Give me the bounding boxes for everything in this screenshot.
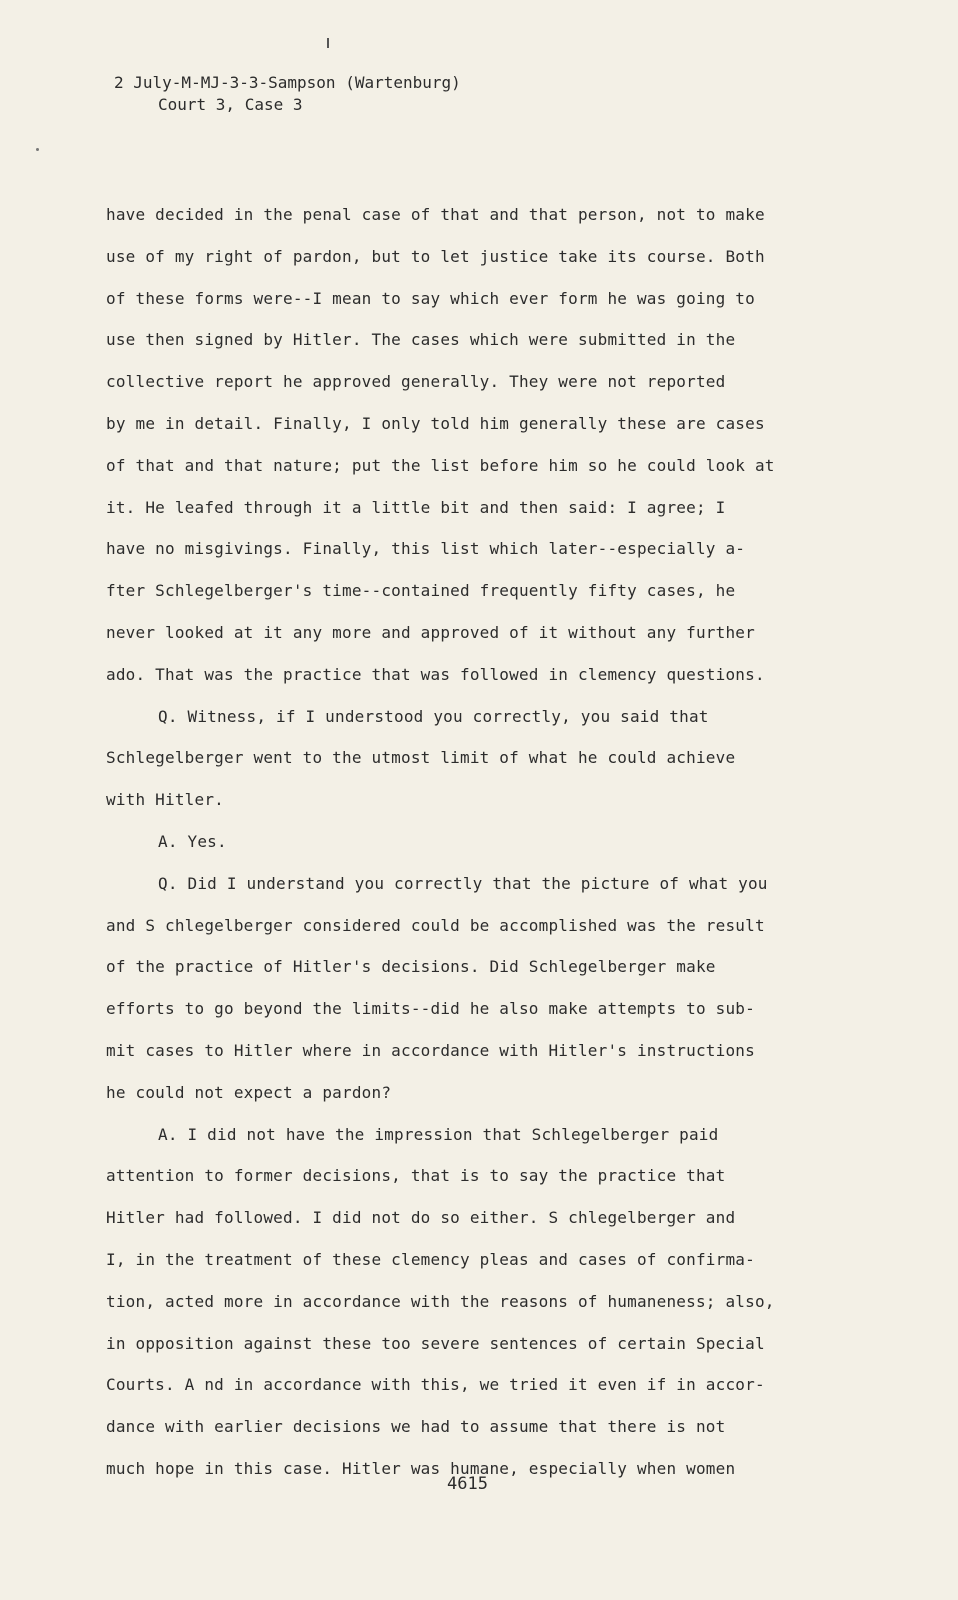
body-line: tion, acted more in accordance with the reasons of humaneness; also, [106,1291,775,1311]
body-line: of that and that nature; put the list before him so he could look at [106,455,775,475]
body-line: have no misgivings. Finally, this list which later--especially a- [106,539,746,559]
body-line: of the practice of Hitler's decisions. Did Schlegelberger make [106,957,716,977]
body-line: ado. That was the practice that was followed in clemency questions. [106,664,765,684]
body-line: use then signed by Hitler. The cases which were submitted in the [106,330,736,350]
transcript-body [106,194,816,1490]
question-line: Q. Did I understand you correctly that the picture of what you [158,873,768,893]
body-line: use of my right of pardon, but to let justice take its course. Both [106,246,765,266]
punch-dot [36,148,39,151]
body-line: dance with earlier decisions we had to assume that there is not [106,1417,726,1437]
body-line: have decided in the penal case of that and that person, not to make [106,205,765,224]
body-line: attention to former decisions, that is to say the practice that [106,1166,726,1186]
answer-line: A. Yes. [158,831,227,851]
body-line: Schlegelberger went to the utmost limit of what he could achieve [106,748,736,768]
body-line: I, in the treatment of these clemency pleas and cases of confirma- [106,1249,755,1269]
header-court-line: Court 3, Case 3 [158,95,303,114]
body-line: he could not expect a pardon? [106,1082,392,1102]
answer-line: A. I did not have the impression that Schlegelberger paid [158,1124,719,1144]
document-header [114,72,461,116]
body-line: and S chlegelberger considered could be accomplished was the result [106,915,765,935]
body-line: efforts to go beyond the limits--did he also make attempts to sub- [106,999,755,1019]
body-line: mit cases to Hitler where in accordance with Hitler's instructions [106,1040,755,1060]
body-line: Courts. A nd in accordance with this, we tried it even if in accor- [106,1375,765,1395]
page-number: 4615 [447,1474,488,1494]
body-line: it. He leafed through it a little bit and then said: I agree; I [106,497,726,517]
body-line: of these forms were--I mean to say which ever form he was going to [106,288,755,308]
body-line: collective report he approved generally. They were not reported [106,372,726,392]
body-line: fter Schlegelberger's time--contained frequently fifty cases, he [106,581,736,601]
body-line: by me in detail. Finally, I only told him generally these are cases [106,413,765,433]
question-line: Q. Witness, if I understood you correctly, you said that [158,706,709,726]
body-line: much hope in this case. Hitler was humane, especially when women [106,1458,736,1478]
stray-mark [327,38,329,48]
body-line: Hitler had followed. I did not do so either. S chlegelberger and [106,1208,736,1228]
header-reference-line: 2 July-M-MJ-3-3-Sampson (Wartenburg) [114,73,461,92]
body-line: in opposition against these too severe sentences of certain Special [106,1333,765,1353]
body-line: with Hitler. [106,790,224,810]
body-line: never looked at it any more and approved of it without any further [106,622,755,642]
